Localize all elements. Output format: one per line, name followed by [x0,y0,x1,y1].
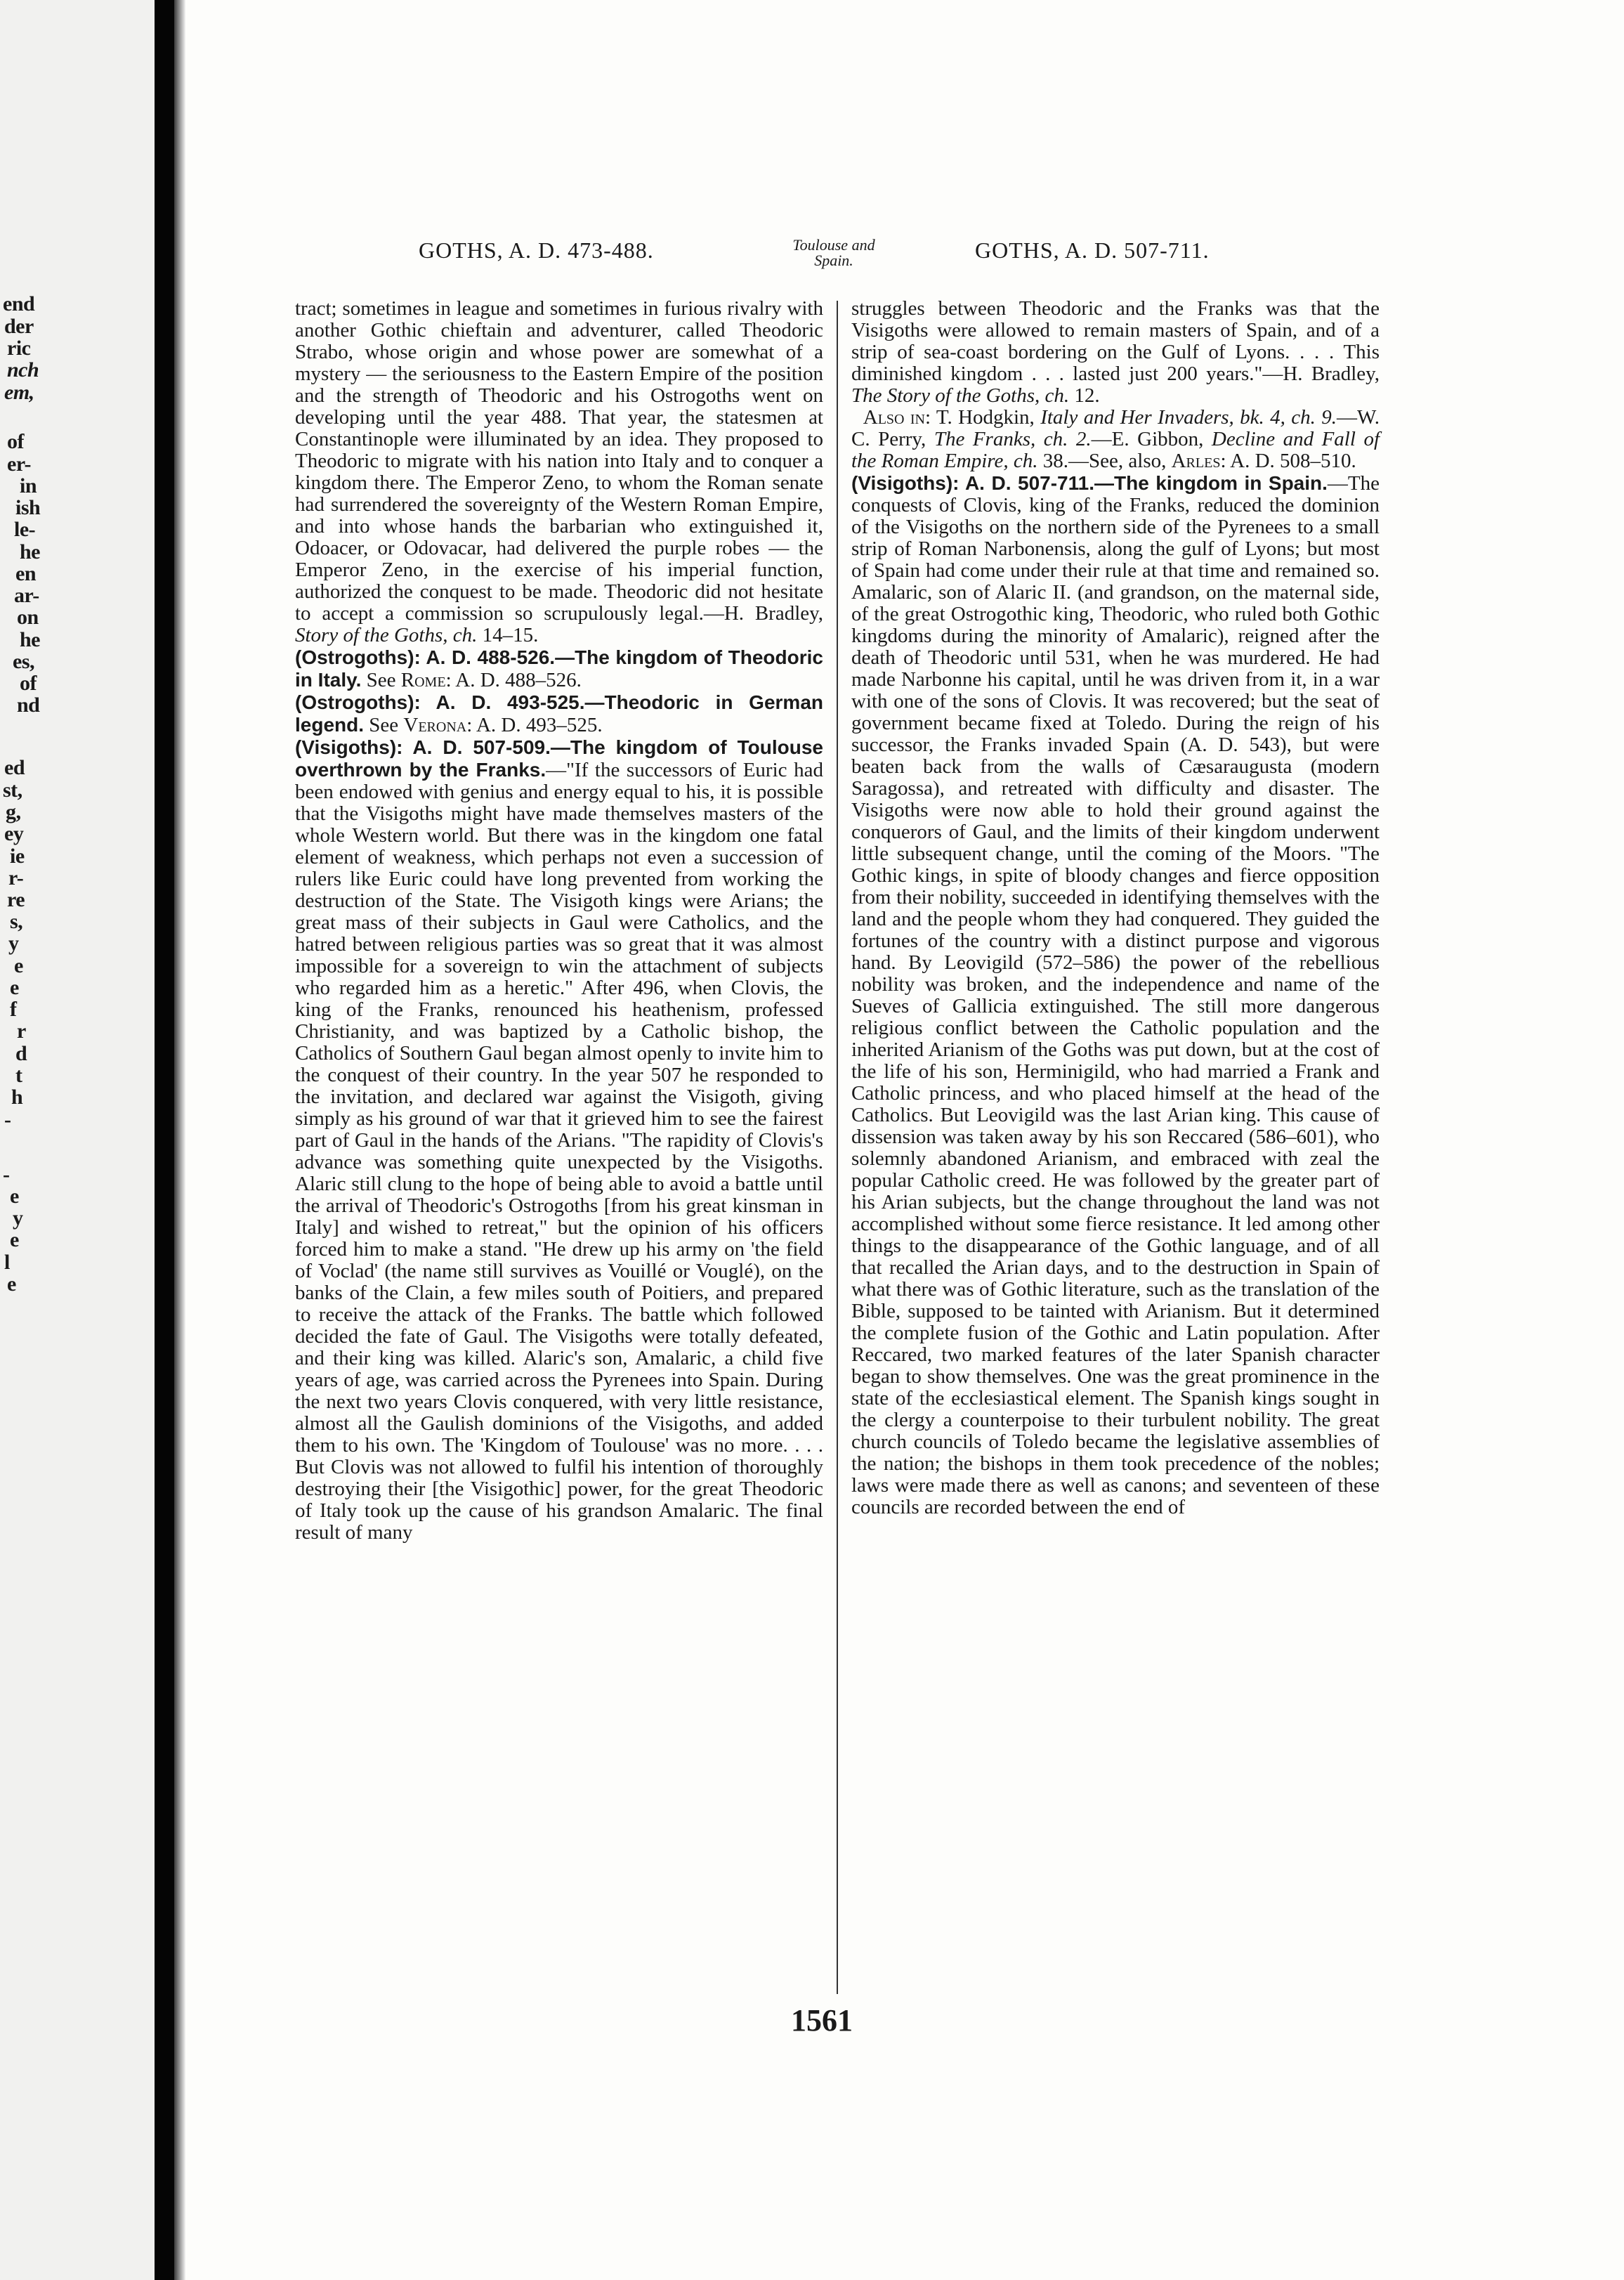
facing-page-fragment: ar- [14,584,39,607]
facing-page-fragment: nd [17,693,40,717]
citation: The Story of the Goths, ch. [851,384,1070,407]
facing-page-fragment: - [4,1108,11,1131]
facing-page-fragment: e [7,1272,16,1296]
facing-page-fragment: g, [6,800,21,823]
cross-reference-date: : A. D. 488–526. [445,669,582,691]
facing-page-fragment: he [20,540,40,564]
entry-heading: (Ostrogoths): A. D. 488-526.—The kingdom of Theodoric in Italy. [295,646,823,691]
reference-text: —E. Gibbon, [1091,428,1212,450]
facing-page-fragment: ed [4,756,25,779]
facing-page-fragment: der [4,315,34,338]
paragraph [851,298,1380,407]
facing-page-fragment: re [7,888,25,911]
reference-text: : T. Hodgkin, [924,406,1041,429]
cross-reference: Rome [400,669,446,691]
facing-page-fragment: e [10,976,19,999]
facing-page-fragment: he [20,628,40,651]
reference-text: 38.—See, also, [1037,450,1172,472]
binding-shadow [155,0,174,2280]
facing-page-fragment: le- [14,518,36,541]
facing-page-fragment: r [17,1020,26,1043]
running-head-left: GOTHS, A. D. 473-488. [419,237,654,263]
citation-end: 14–15. [477,624,539,646]
facing-page-fragment: y [8,932,19,955]
facing-page-fragment: ric [7,337,31,360]
facing-page-fragment: of [7,430,24,453]
facing-page-fragment: em, [4,381,34,404]
facing-page-fragment: es, [13,650,34,673]
entry-body: —"If the successors of Euric had been endowed with genius and energy equal to his, it is possible that the Visigoths might have made themselves masters of the whole Western world. But there was in the kingdom one fatal element of weakness, which perhaps not even a succession of rulers like Euric could have long prevented from working the destruction of the State. The Visigoth kings were Arians; the great mass of their subjects in Gaul were Catholics, and the hatred between religious parties was so great that it was almost impossible for a sovereign to win the attachment of subjects who regarded him as a heretic." After 496, when Clovis, the king of the Franks, renounced his heathenism, professed Christianity, and was baptized by a Catholic bishop, the Catholics of Southern Gaul began almost openly to invite him to the conquest of their country. In the year 507 he responded to the invitation, and declared war against the Visigoth, giving simply as his ground of war that it grieved him to see the fairest part of Gaul in the hands of the Arians. "The rapidity of Clovis's advance was something quite unexpected by the Visigoths. Alaric still clung to the hope of being able to avoid a battle until the arrival of Theodoric's Ostrogoths [from his great kinsman in Italy] and wished to retreat," but the opinion of his officers forced him to make a stand. "He drew up his army on 'the field of Voclad' (the name still survives as Vouillé or Vouglé), on the banks of the Clain, a few miles south of Poitiers, and prepared to receive the attack of the Franks. The battle which followed decided the fate of Gaul. The Visigoths were totally defeated, and their king was killed. Alaric's son, Amalaric, a child five years of age, was carried across the Pyrenees into Spain. During the next two years Clovis conquered, with very little resistance, almost all the Gaulish dominions of the Visigoths, and added them to his own. The 'Kingdom of Toulouse' was no more. . . . But Clovis was not allowed to fulfil his intention of thoroughly destroying their [the Visigothic] power, for the great Theodoric of Italy took up the cause of his grandson Amalaric. The final result of many [295,759,823,1544]
entry-body: —The conquests of Clovis, king of the Franks, reduced the dominion of the Visigoths on the northern side of the Pyrenees to a small strip of Roman Narbonensis, along the gulf of Lyons; but most of Spain had come under their rule at that time and remained so. Amalaric, son of Alaric II. (and grandson, on the maternal side, of the great Ostrogothic king, Theodoric, who ruled both Gothic kingdoms during the minority of Amalaric), reigned after the death of Theodoric until 531, when he was murdered. He had made Narbonne his capital, until he was driven from it, in a war with one of the sons of Clovis. It was recovered; but the seat of government became fixed at Toledo. During the reign of his successor, the Franks invaded Spain (A. D. 543), but were beaten back from the walls of Cæsaraugusta (modern Saragossa), and retreated with difficulty and disaster. The Visigoths were now able to hold their ground against the conquerors of Gaul, and the limits of their kingdom underwent little subsequent change, until the coming of the Moors. "The Gothic kings, in spite of bloody changes and fierce opposition from their nobility, succeeded in identifying themselves with the land and the people whom they had conquered. They guided the fortunes of the country with a distinct purpose and vigorous hand. By Leovigild (572–586) the power of the rebellious nobility was broken, and the independence and name of the Sueves of Gallicia extinguished. The still more dangerous religious conflict between the Catholic population and the inherited Arianism of the Goths was put down, but at the cost of the life of his son, Herminigild, who had married a Frank and Catholic princess, and who placed himself at the head of the Catholics. But Leovigild was the last Arian king. This cause of dissension was taken away by his son Reccared (586–601), who solemnly abandoned Arianism, and embraced with zeal the popular Catholic creed. He was followed by the greater part of his Arian subjects, but the change throughout the land was not accomplished without some fierce resistance. It led among other things to the disappearance of the Gothic language, and of all that recalled the Arian days, and to the destruction in Spain of what there was of Gothic literature, such as the translation of the Bible, supposed to be tainted with Arianism. But it determined the complete fusion of the Gothic and Latin population. After Reccared, two marked features of the later Spanish character began to show themselves. One was the great prominence in the state of the ecclesiastical element. The Spanish kings sought in the clergy a counterpoise to their turbulent nobility. The great church councils of Toledo became the legislative assemblies of the nation; the bishops in them took precedence of the nobles; laws were made there as well as canons; and seventeen of these councils are recorded between the end of [851,472,1380,1518]
running-head-center [767,237,901,268]
paragraph [295,298,823,646]
facing-page-fragment: h [11,1086,23,1109]
running-head [0,237,1624,280]
entry-heading: (Visigoths): A. D. 507-711.—The kingdom in Spain. [851,472,1328,494]
facing-page-fragment: ie [10,845,25,868]
entry [295,691,823,736]
paragraph-text: tract; sometimes in league and sometimes in furious rivalry with another Gothic chieftain and adventurer, called Theodoric Strabo, whose origin and whose power are somewhat of a mystery — the seriousness to the Eastern Empire of the position and the strength of Theodoric and his Ostrogoths went on developing until the year 488. That year, the statesmen at Constantinople were illuminated by an idea. They proposed to Theodoric to migrate with his nation into Italy and to conquer a kingdom there. The Emperor Zeno, to whom the Roman senate had surrendered the sovereignty of the Western Roman Empire, and into whose hands the barbarian who extinguished it, Odoacer, or Odovacar, had delivered the purple robes — the Emperor Zeno, in the exercise of his imperial function, authorized the conquest to be made. Theodoric did not hesitate to accept a commission so scrupulously legal.—H. Bradley, [295,297,823,625]
facing-page-fragment: er- [7,452,32,476]
right-column [851,298,1380,1518]
facing-page-fragment: d [15,1042,27,1065]
facing-page-fragment: e [14,954,23,977]
entry [851,472,1380,1518]
facing-page-fragment: l [4,1251,10,1274]
reference-title: Decline and Fall of the Roman Empire, ch. [851,428,1380,472]
also-in [851,407,1380,472]
facing-page-fragment: on [17,606,39,629]
running-head-center-line: Spain. [814,252,853,269]
left-column [295,298,823,1544]
page-number: 1561 [791,2003,853,2038]
running-head-center-line: Toulouse and [792,236,875,254]
facing-page-fragment: - [3,1163,10,1186]
entry [295,736,823,1544]
cross-reference: Verona [403,714,467,736]
facing-page-fragment: st, [3,779,22,802]
facing-page-fragment: e [10,1228,19,1251]
facing-page-fragment: ey [4,822,24,845]
also-in-label: Also in [863,406,925,429]
cross-reference-date: : A. D. 508–510. [1220,450,1356,472]
running-head-right: GOTHS, A. D. 507-711. [975,237,1210,263]
facing-page-fragment: en [15,562,36,585]
reference-text: —W. C. Perry, [851,406,1380,450]
cross-reference-date: : A. D. 493–525. [466,714,603,736]
see-text: See [361,669,401,691]
paragraph-text: struggles between Theodoric and the Franks was that the Visigoths were allowed to remain masters of Spain, and of a strip of sea-coast bordering on the Gulf of Lyons. . . . This diminished kingdom . . . lasted just 200 years."—H. Bradley, [851,297,1380,385]
column-rule [837,301,838,1994]
facing-page-fragment: of [20,672,37,695]
see-text: See [364,714,404,736]
entry-heading: (Visigoths): A. D. 507-509.—The kingdom of Toulouse overthrown by the Franks. [295,736,823,781]
facing-page-fragment: nch [7,358,39,382]
reference-title: Italy and Her Invaders, bk. 4, ch. 9. [1040,406,1337,429]
entry [295,646,823,691]
facing-page-fragment: in [20,474,37,497]
facing-page-fragment: t [15,1064,22,1087]
citation: Story of the Goths, ch. [295,624,478,646]
facing-page-fragment: e [10,1185,19,1208]
facing-page-fragment: ish [15,496,41,519]
facing-page-fragment: s, [10,910,23,933]
facing-page-fragment: end [3,292,35,315]
reference-title: The Franks, ch. 2. [934,428,1092,450]
facing-page-fragment: r- [8,866,24,890]
entry-heading: (Ostrogoths): A. D. 493-525.—Theodoric in German legend. [295,691,823,736]
citation-end: 12. [1069,384,1100,407]
cross-reference: Arles [1171,450,1221,472]
binding-shadow-fade [174,0,185,2280]
facing-page-fragment: y [13,1206,23,1230]
facing-page-fragment: f [10,998,17,1021]
